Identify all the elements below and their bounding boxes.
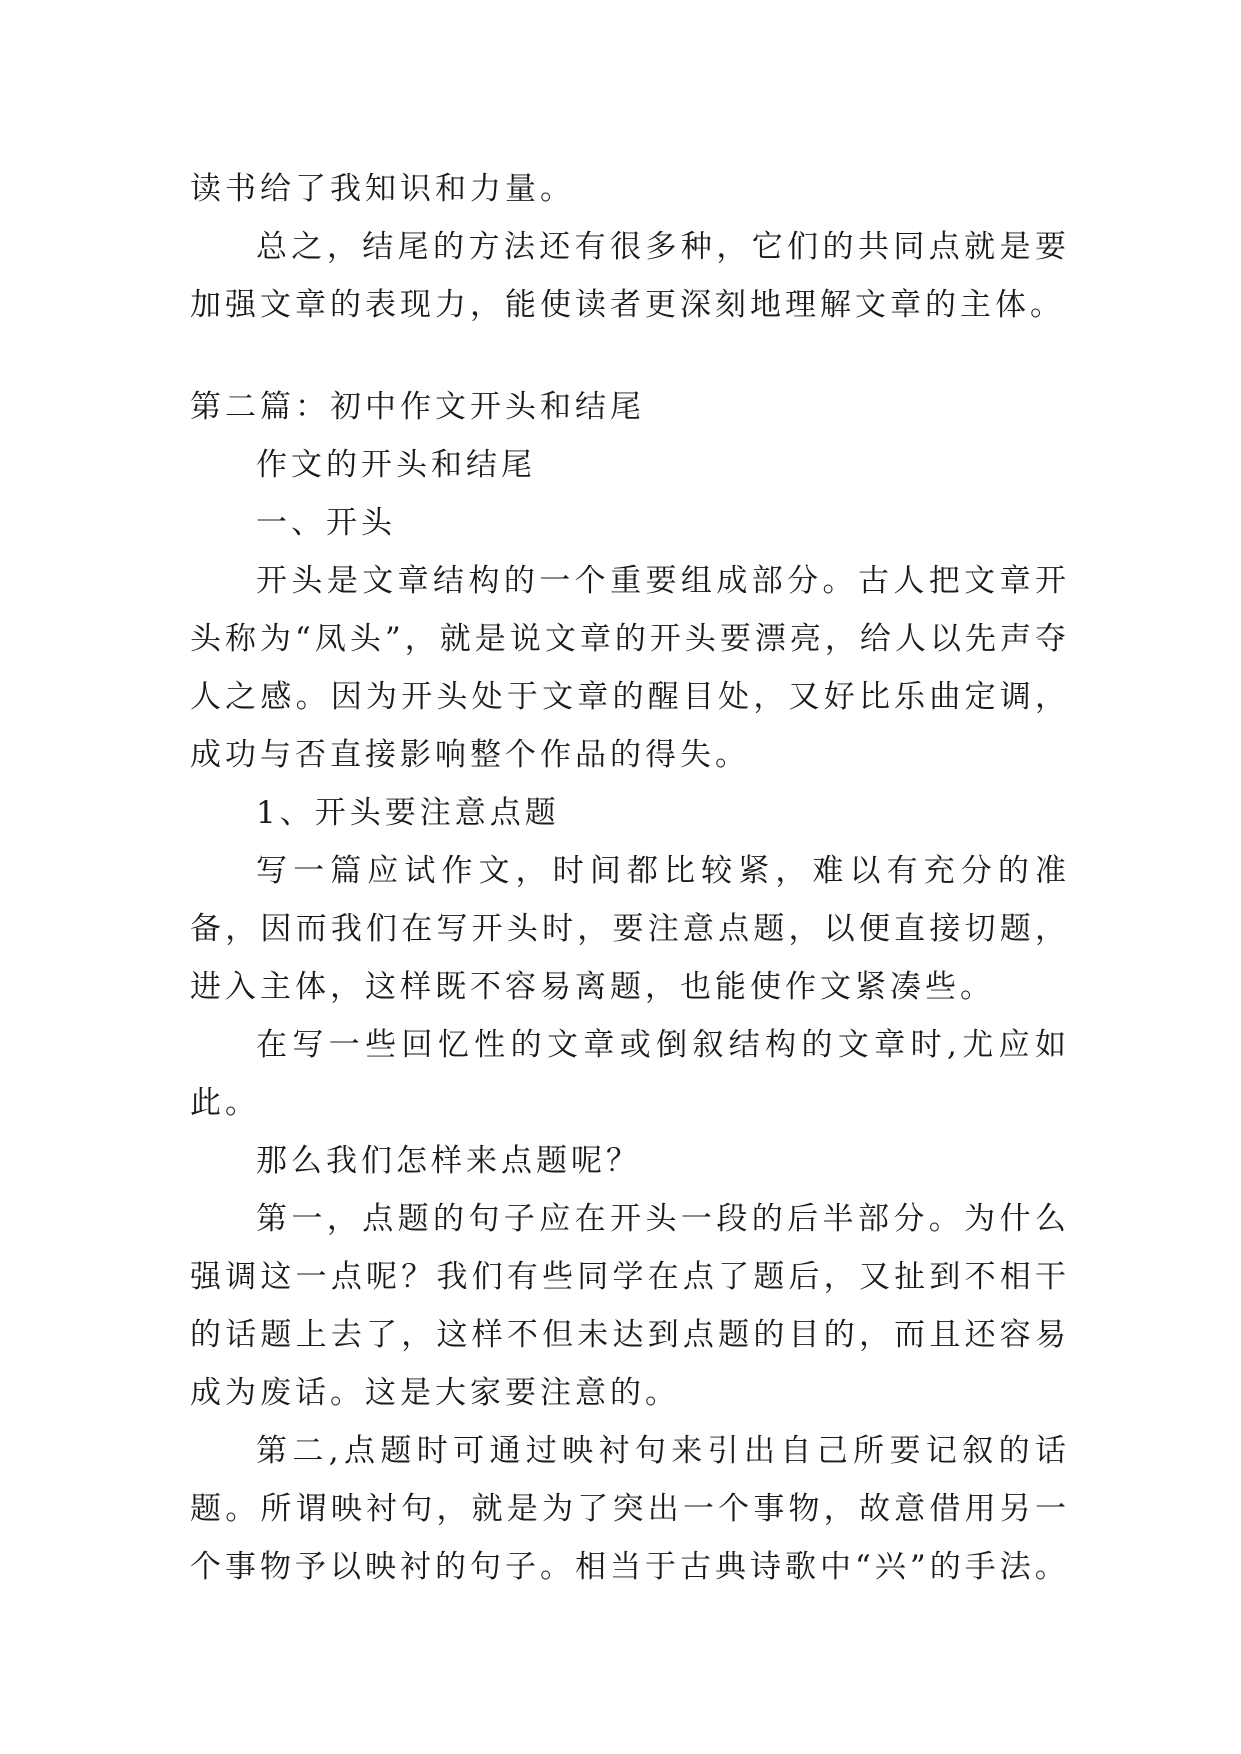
heading-opening: 一、开头: [256, 505, 396, 541]
paragraph-flashback: 在写一些回忆性的文章或倒叙结构的文章时,尤应如此。: [190, 1027, 1070, 1121]
paragraph-opening-intro: 开头是文章结构的一个重要组成部分。古人把文章开头称为“凤头”，就是说文章的开头要漂亮，给人以先声夺人之感。因为开头处于文章的醒目处，又好比乐曲定调，成功与否直接影响整个作品的得失。: [190, 563, 1070, 773]
subheading-point-title: 1、开头要注意点题: [256, 795, 560, 831]
paragraph-question: 那么我们怎样来点题呢？: [256, 1143, 641, 1179]
document-body: [190, 160, 1070, 1596]
paragraph-2: 总之，结尾的方法还有很多种，它们的共同点就是要加强文章的表现力，能使读者更深刻地理解文章的主体。: [190, 229, 1070, 323]
paragraph-first-point: 第一，点题的句子应在开头一段的后半部分。为什么强调这一点呢？我们有些同学在点了题后，又扯到不相干的话题上去了，这样不但未达到点题的目的，而且还容易成为废话。这是大家要注意的。: [190, 1201, 1070, 1411]
essay-title: 作文的开头和结尾: [256, 447, 536, 483]
paragraph-exam-essay: 写一篇应试作文，时间都比较紧，难以有充分的准备，因而我们在写开头时，要注意点题，以便直接切题，进入主体，这样既不容易离题，也能使作文紧凑些。: [190, 853, 1070, 1005]
section-title: 第二篇：初中作文开头和结尾: [190, 389, 645, 425]
paragraph-1: 读书给了我知识和力量。: [190, 171, 575, 207]
paragraph-second-point: 第二,点题时可通过映衬句来引出自己所要记叙的话题。所谓映衬句，就是为了突出一个事物，故意借用另一个事物予以映衬的句子。相当于古典诗歌中“兴”的手法。: [190, 1433, 1070, 1585]
section-gap: [190, 334, 1070, 378]
